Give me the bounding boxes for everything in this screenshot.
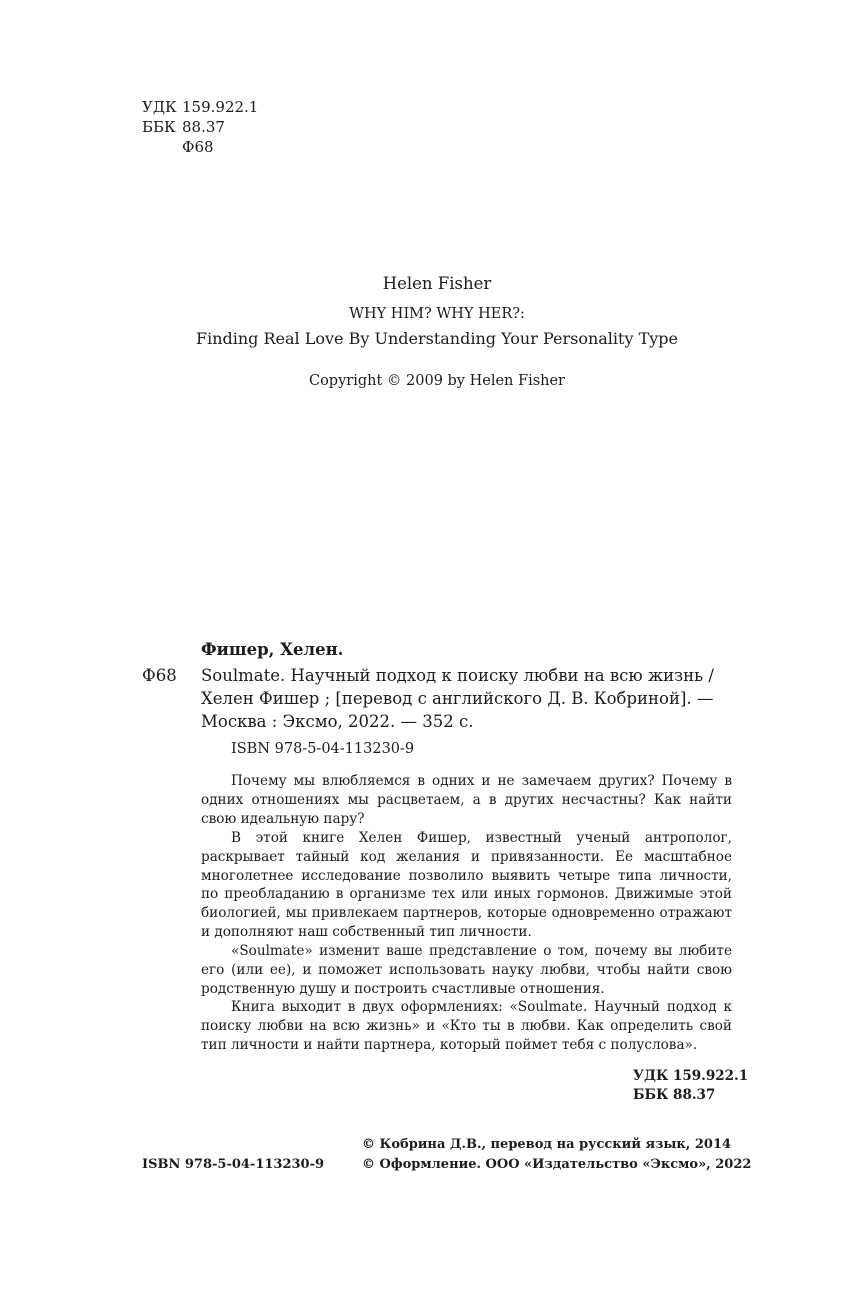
bib-line2: Хелен Фишер ; [перевод с английского Д. В. Кобриной]. — (201, 689, 714, 708)
copyright-design: © Оформление. ООО «Издательство «Эксмо», 2022 (362, 1157, 752, 1172)
original-copyright: Copyright © 2009 by Helen Fisher (308, 373, 565, 389)
bbk-value: 88.37 (182, 118, 225, 136)
annotation-paragraph-3: «Soulmate» изменит ваше представление о том, почему вы любите его (или ее), и поможет использовать науку любви, чтобы найти свою родственную душу и построить счастливые отношения. (201, 943, 732, 997)
bib-line3: Москва : Эксмо, 2022. — 352 с. (201, 712, 474, 731)
footer-isbn: ISBN 978-5-04-113230-9 (142, 1157, 325, 1172)
annotation-paragraph-4: Книга выходит в двух оформлениях: «Soulmate. Научный подход к поиску любви на всю жизнь» и «Кто ты в любви. Как определить свой тип личности и найти партнера, который поймет тебя с полуслова». (201, 999, 732, 1053)
footer-udk: УДК 159.922.1 (633, 1068, 749, 1084)
bib-author-heading: Фишер, Хелен. (201, 640, 344, 659)
original-author: Helen Fisher (382, 274, 492, 293)
bib-record (201, 664, 732, 733)
footer-bbk: ББК 88.37 (633, 1087, 716, 1103)
bib-line1: Soulmate. Научный подход к поиску любви на всю жизнь / (201, 666, 714, 685)
bib-isbn: ISBN 978-5-04-113230-9 (231, 741, 415, 757)
author-mark-line (142, 137, 258, 157)
udk-label: УДК (142, 98, 177, 116)
bbk-line (142, 117, 258, 137)
bib-author-mark: Ф68 (142, 666, 177, 685)
original-title-line1: WHY HIM? WHY HER?: (349, 306, 525, 322)
bbk-label: ББК (142, 118, 176, 136)
copyright-translation: © Кобрина Д.В., перевод на русский язык, 2014 (362, 1137, 732, 1152)
original-title-line2: Finding Real Love By Understanding Your Personality Type (195, 329, 679, 348)
annotation-paragraph-2: В этой книге Хелен Фишер, известный ученый антрополог, раскрывает тайный код желания и привязанности. Ее масштабное многолетнее исследование позволило выявить четыре типа личности, по преобладанию в организме тех или иных гормонов. Движимые этой биологией, мы привлекаем партнеров, которые одновременно отражают и дополняют наш собственный тип личности. (201, 830, 732, 940)
classification-block (142, 97, 258, 157)
annotation-paragraph-1: Почему мы влюбляемся в одних и не замечаем других? Почему в одних отношениях мы расцветаем, а в других несчастны? Как найти свою идеальную пару? (201, 773, 732, 827)
author-mark: Ф68 (182, 138, 214, 156)
udk-line (142, 97, 258, 117)
udk-value: 159.922.1 (182, 98, 259, 116)
